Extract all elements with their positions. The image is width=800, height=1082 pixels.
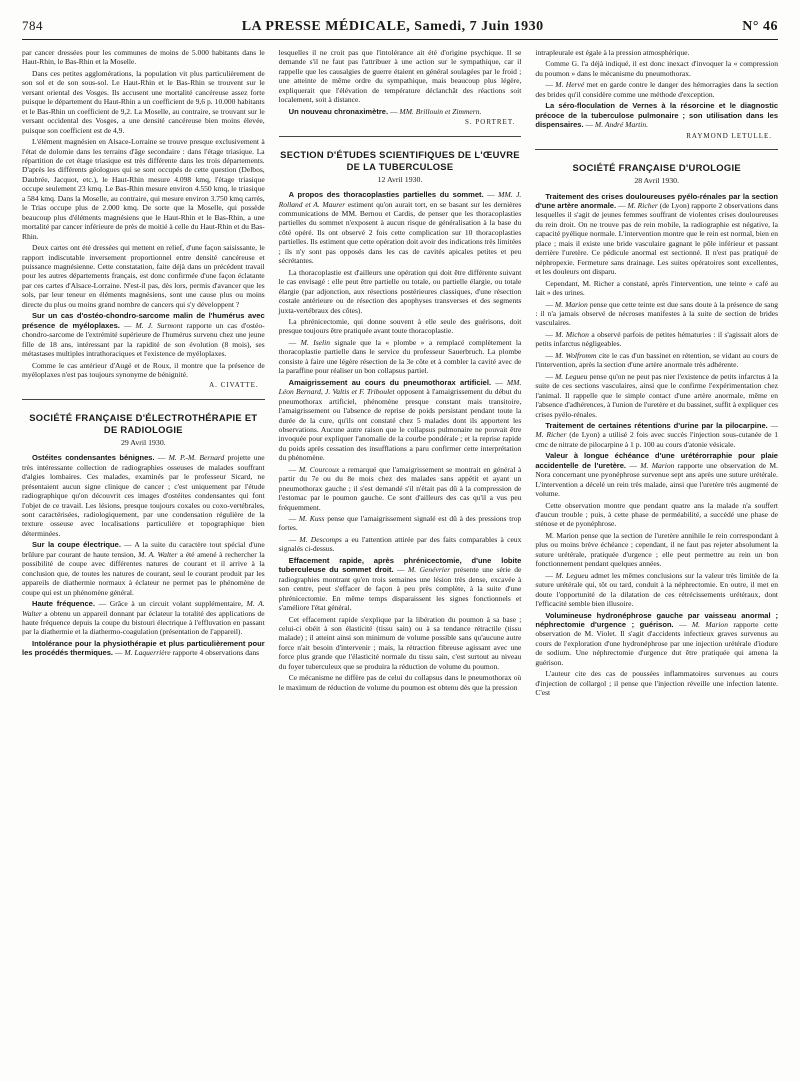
article-entry: Un nouveau chronaximètre. — MM. Brillouin et Zimmern.	[288, 106, 482, 116]
signature: S. PORTRET.	[465, 118, 516, 127]
section-date: 12 Avril 1930.	[377, 174, 423, 184]
article-text: projette une très intéressante collection de radiographies osseuses de malades souffrant d'algies lombaires. Ces malades, examinés par le professeur Sicard, ne présentaient aucun signe clinique de cancer ; c'est uniquement par l'étude radiographique qu'on découvrit ces images d'ostéites condensantes qui font l'objet de ce travail. Les lésions, presque toujours coxales ou coxo-vertébrales, sont caractérisées, radiologiquement, par une condensation régulière de la texture osseuse avec localisations particulière et topographique bien déterminées.	[22, 453, 265, 538]
article-text: rapporte cette observation de M. Violet. Il s'agit d'accidents infectieux graves survenus au cours de l'exploration d'une hydronéphrose par une injection urétérale d'iodure de sodium. Une néphrectomie d'urgence dut être pratiquée qui amena la guérison.	[535, 620, 778, 667]
article-entry: — M. Legueu admet les mêmes conclusions sur la valeur très limitée de la suture urétérale qui, tôt ou tard, conduit à la néphrectomie. En outre, il met en doute l'opportunité de la dilatation de ces rétrécissements urétéraux, dont l'efficacité semble bien illusoire.	[535, 570, 778, 609]
article-text: pense qu'on ne peut pas nier l'existence de petits infarctus à la suite de ces sections vasculaires, ainsi que le confirme l'expérimentation chez l'animal. Il rappelle que le simple contact d'une artère anormale, même en l'absence d'adhérences, à l'union de l'uretère et du bassinet, suffit à expliquer ces crises pyélo-rénales.	[535, 371, 778, 419]
article-text: met en garde contre le danger des hémorragies dans la section des brides qu'il considère comme une méthode d'exception.	[535, 80, 778, 99]
section-heading: SOCIÉTÉ FRANÇAISE D'ÉLECTROTHÉRAPIE ET DE RADIOLOGIE	[29, 411, 258, 435]
signature: RAYMOND LETULLE.	[686, 131, 773, 140]
article-entry: Amaigrissement au cours du pneumothorax artificiel. — MM. Léon Bernard, J. Valtis et F. Triboulet opposent à l'amaigrissement du début du pneumothorax artificiel, phénomène presque constant mais transitoire, l'amaigrissement ou l'absence de reprise de poids persistant pendant toute la durée de la cure, qu'ils ont constaté chez 5 malades dont ils apportent les observations. Aucune autre raison que le collapsus pulmonaire ne pouvait être invoquée pour expliquer l'anomalie de la courbe pondérale ; et la reprise rapide du poids après cessation des insufflations a paru confirmer cette interprétation du phénomène.	[278, 377, 522, 463]
article-text: (de Lyon) rapporte 2 observations dans lesquelles il s'agit de jeunes femmes souffrant de violentes crises douloureuses du rein droit. On ne trouve pas de rein mobile, la radiographie est négative, la capacité pyélique normale. L'intervention montre que le rein est normal, bien en place ; mais il existe une bride vasculaire gagnant le pôle inférieur et passant derrière l'uretère. Ce pédicule anormal est sectionné. Il n'est pas pratiqué de néphropexie. Fermeture sans drainage. Les suites opératoires sont excellentes, et les douleurs ont disparu.	[535, 200, 778, 277]
article-text: a observé parfois de petites hématuries : il s'agissait alors de petits infarctus négligeables.	[535, 329, 778, 349]
author: MM. J. Rolland et A. Maurer	[278, 190, 522, 209]
article-entry: — M. Hervé met en garde contre le danger des hémorragies dans la section des brides qu'il considère comme une méthode d'exception.	[535, 80, 778, 99]
column-1	[22, 48, 265, 1078]
article-entry: Intolérance pour la physiothérapie et plus particulièrement pour les procédés thermiques. — M. Laquerrière rapporte 4 observations dans	[22, 638, 265, 658]
paragraph: Deux cartes ont été dressées qui mettent en relief, d'une façon saisissante, le rapport indiscutable inversement proportionnel entre densité cancéreuse et puissance magnésienne. Cette constatation, faite déjà dans un précédent travail pour les autres départements français, est donc confirmée d'une façon éclatante par ces cartes d'Alsace-Lorraine. N'est-il pas, dès lors, permis d'avancer que les sols, par leur teneur en éléments magnésiens, sont une cause plus ou moins directe du plus ou moins grand nombre de cancers qui s'y développent ?	[22, 243, 265, 309]
article-title: Volumineuse hydronéphrose gauche par vaisseau anormal ; néphrectomie d'urgence ; guérison.	[535, 610, 778, 630]
author: MM. Léon Bernard, J. Valtis et F. Triboulet	[278, 377, 522, 397]
author: M. Hervé	[555, 80, 585, 90]
article-text: (de Lyon) a utilisé 2 fois avec succès l'injection sous-cutanée de 1 cmc de nitrate de pilocarpine à 1 p. 100 au cours d'atonie vésicale.	[535, 430, 778, 449]
article-text: rapporte une observation de M. Nora concernant une pyonéphrose survenue sept ans après une suture urétérale. L'intervention a décelé un rein très malade, ainsi que l'uretère très augmenté de volume.	[535, 460, 778, 499]
page-header	[22, 18, 778, 40]
article-text: présente une série de radiographies montrant qu'en trois semaines une lésion très dense, excavée à son centre, peut s'effacer de façon à peu près complète, à la suite d'une phrénicectomie. En même temps disparaissent les signes fonctionnels et s'améliore l'état général.	[278, 565, 522, 613]
article-entry: Traitement des crises douloureuses pyélo-rénales par la section d'une artère anormale. — M. Richer (de Lyon) rapporte 2 observations dans lesquelles il s'agit de jeunes femmes souffrant de violentes crises douloureuses du rein droit. On ne trouve pas de rein mobile, la radiographie est négative, la capacité pyélique normale. L'intervention montre que le rein est normal, bien en place ; mais il existe une bride vasculaire gagnant le pôle inférieur et passant derrière l'uretère. Ce pédicule anormal est sectionné. Il n'est pas pratiqué de néphropexie. Fermeture sans drainage. Les suites opératoires sont excellentes, et les douleurs ont disparu.	[535, 191, 778, 277]
author: M. P.-M. Bernard	[168, 453, 225, 463]
article-text: admet les mêmes conclusions sur la valeur très limitée de la suture urétérale qui, tôt ou tard, conduit à la néphrectomie. En outre, il met en doute l'opportunité de la dilatation de ces rétrécissements urétéraux, dont l'efficacité semble bien illusoire.	[535, 570, 778, 609]
article-text: opposent à l'amaigrissement du début du pneumothorax artificiel, phénomène presque constant mais transitoire, l'amaigrissement ou l'absence de reprise de poids persistant pendant toute la durée de la cure, qu'ils ont constaté chez 5 malades dont ils apportent les observations. Aucune autre raison que le collapsus pulmonaire ne pouvait être invoquée pour expliquer l'anomalie de la courbe pondérale ; et la reprise rapide du poids après cessation des insufflations a paru confirmer cette interprétation du phénomène.	[278, 387, 522, 463]
article-title: Sur la coupe électrique.	[32, 540, 121, 550]
article-title: Traitement des crises douloureuses pyélo-rénales par la section d'une artère anormale.	[535, 191, 778, 210]
article-entry: — M. Iselin signale que la « plombe » a remplacé complètement la thoracoplastie partielle dans le service du professeur Sauerbruch. La plombe consiste à faire une légère résection de la 3e côte et à combler la cavité avec de la paraffine pour réaliser un bon collapsus partiel.	[278, 337, 522, 376]
article-title: Amaigrissement au cours du pneumothorax artificiel.	[288, 377, 492, 387]
article-text: a remarqué que l'amaigrissement se montrait en général à partir du 7e ou du 8e mois chez des malades sans appétit et ayant un pneumothorax gauche ; il s'est demandé s'il n'était pas dû à la compression de l'estomac par le poumon gauche. Ce sont d'ailleurs des cas qu'il a vus peu fréquemment.	[278, 464, 522, 512]
article-title: Un nouveau chronaximètre.	[288, 106, 389, 116]
journal-title: LA PRESSE MÉDICALE, Samedi, 7 Juin 1930	[241, 19, 544, 34]
page-number: 784	[22, 18, 43, 33]
paragraph: Comme le cas antérieur d'Augé et de Roux, il montre que la présence de myéloplaxes n'est pas toujours synonyme de bénignité.	[22, 360, 265, 379]
section-heading: SOCIÉTÉ FRANÇAISE D'UROLOGIE	[572, 162, 741, 174]
article-entry: — M. Wolfromm cite le cas d'un bassinet en rétention, se vidant au cours de l'intervention, après la section d'une artère anormale très adhérente.	[535, 350, 778, 370]
article-text: estiment qu'on aurait tort, en se basant sur les dernières communications de MM. Bernou et Cardis, de penser que les thoracoplasties partielles du sommet n'exposent à aucun risque de généralisation à la base du côté opéré. Ils ont observé 2 fois cette complication sur 10 thoracoplasties partielles. Ils estiment que cette opération doit avoir des indications très limitées ; ils n'y sont pas opposés dans les cas de cavités apicales petites et peu sécrétantes.	[278, 199, 522, 266]
article-entry: Haute fréquence. — Grâce à un circuit volant supplémentaire, M. A. Walter a obtenu un appareil donnant par éclateur la totalité des applications de haute fréquence depuis la coupe du bistouri électrique à l'effluvation en passant par la diathermie et la diathermo-coagulation (présentation de l'appareil).	[22, 599, 265, 637]
paragraph: L'auteur cite des cas de poussées inflammatoires survenues au cours d'injection de collargol ; il pense que l'injection réveille une infection latente. C'est	[535, 669, 778, 698]
article-entry: — M. Marion pense que cette teinte est due sans doute à la présence de sang : il n'a jamais observé de nécroses manifestes à la suite de section de brides vasculaires.	[535, 299, 778, 328]
article-text: a eu l'attention attirée par des faits comparables à ceux signalés ci-dessus.	[278, 534, 522, 554]
article-text: pense que l'amaigrissement signalé est dû à des pressions trop fortes.	[278, 514, 522, 533]
signature: A. CIVATTE.	[209, 381, 259, 390]
article-title: Effacement rapide, après phrénicectomie, d'une lobite tuberculeuse du sommet droit.	[278, 555, 522, 575]
article-text: a obtenu un appareil donnant par éclateur la totalité des applications de haute fréquence depuis la coupe du bistouri électrique à l'effluvation en passant par la diathermie et la diathermo-coagulation (présentation de l'appareil).	[22, 608, 265, 637]
article-title: La séro-floculation de Vernes à la résorcine et le diagnostic précoce de la tuberculose pulmonaire ; son utilisation dans les dispensaires.	[535, 101, 778, 130]
paragraph: M. Marion pense que la section de l'uretère annihile le rein correspondant à plus ou moins brève échéance ; cependant, il ne faut pas rejeter absolument la suture urétérale, pratiquée d'urgence ; elle peut permettre au rein un bon fonctionnement pendant quelques années.	[535, 530, 778, 569]
article-entry: A propos des thoracoplasties partielles du sommet. — MM. J. Rolland et A. Maurer estiment qu'on aurait tort, en se basant sur les dernières communications de MM. Bernou et Cardis, de penser que les thoracoplasties partielles du sommet n'exposent à aucun risque de généralisation à la base du côté opéré. Ils ont observé 2 fois cette complication sur 10 thoracoplasties partielles. Ils estiment que cette opération doit avoir des indications très limitées ; ils n'y sont pas opposés dans les cas de cavités apicales petites et peu sécrétantes.	[278, 190, 522, 266]
paragraph: lesquelles il ne croit pas que l'intolérance ait été d'origine psychique. Il se demande s'il ne faut pas l'attribuer à une action sur le sympathique, car il rappelle que les causalgies de guerre étaient en général soulagées par le froid ; une atteinte de même ordre du sympathique, mais beaucoup plus légère, expliquerait que l'élévation de température déclanchât des réactions soit localement, soit à distance.	[278, 48, 522, 105]
author: M. Kuss	[298, 514, 325, 524]
article-entry: Volumineuse hydronéphrose gauche par vaisseau anormal ; néphrectomie d'urgence ; guérison. — M. Marion rapporte cette observation de M. Violet. Il s'agit d'accidents infectieux graves survenus au cours de l'exploration d'une hydronéphrose par une injection urétérale d'iodure de sodium. Une néphrectomie d'urgence dut être pratiquée qui amena la guérison.	[535, 610, 778, 667]
paragraph: Comme G. l'a déjà indiqué, il est donc inexact d'invoquer la « compression du poumon » dans le mécanisme du pneumothorax.	[535, 59, 778, 78]
article-entry: Ostéites condensantes bénignes. — M. P.-M. Bernard projette une très intéressante collection de radiographies osseuses de malades souffrant d'algies lombaires. Ces malades, examinés par le professeur Sicard, ne présentaient aucun signe clinique de cancer ; c'est uniquement par l'étude radiographique qu'on découvrit ces images d'ostéites condensantes qui font l'objet de ce travail. Les lésions, presque toujours coxales ou coxo-vertébrales, sont caractérisées, radiologiquement, par une condensation régulière de la texture osseuse avec localisations particulière et topographique bien déterminées.	[22, 453, 265, 538]
article-text: rapporte un cas d'ostéo-chondro-sarcome de l'extrémité supérieure de l'humérus survenu chez une jeune fille de 18 ans, intéressant par la rapidité de son évolution (8 mois), ses métastases multiples intrathoraciques et l'existence de myéloplaxes.	[22, 320, 265, 359]
section-date: 28 Avril 1930.	[634, 176, 680, 186]
paragraph: Dans ces petites agglomérations, la population vit plus particulièrement de son sol et de son sous-sol. Le Haut-Rhin et le Bas-Rhin se trouvent sur le versant oriental des Vosges. Ils accusent une mortalité cancéreuse assez forte puisque le département du Haut-Rhin a un coefficient de 9,6 p. 10.000 habitants et le Bas-Rhin un coefficient de 9,2. La Moselle, au contraire, se trouvant sur le versant occidental des Vosges, a une densité cancéreuse bien moins élevée, puisque son coefficient est de 4,9.	[22, 68, 265, 135]
article-title: Traitement de certaines rétentions d'urine par la pilocarpine.	[545, 420, 768, 430]
author: M. Legueu	[555, 570, 589, 580]
author: M. Iselin	[300, 337, 331, 347]
article-text: Grâce à un circuit volant supplémentaire,	[109, 599, 243, 609]
author: M. A. Walter	[22, 599, 265, 618]
column-3	[535, 48, 778, 1078]
author: M. Descomps	[299, 534, 342, 544]
article-text: a été amené à rechercher la possibilité de coupe avec différentes natures de courant et il arrive à la conclusion que, de toutes les natures de courant, seul le courant produit par les appareils de diathermie normaux à éclateur ne permet pas le phénomène de coupe qui est un phénomène général.	[22, 549, 265, 597]
author: M. Michon	[555, 329, 589, 339]
article-entry: Valeur à longue échéance d'une urétérorraphie pour plaie accidentelle de l'uretère. — M. Marion rapporte une observation de M. Nora concernant une pyonéphrose survenue sept ans après une suture urétérale. L'intervention a décelé un rein très malade, ainsi que l'uretère très augmenté de volume.	[535, 451, 778, 499]
article-entry: — M. Descomps a eu l'attention attirée par des faits comparables à ceux signalés ci-dessus.	[278, 534, 522, 554]
author: M. Marion	[640, 460, 675, 470]
article-entry: Sur un cas d'ostéo-chondro-sarcome malin de l'humérus avec présence de myéloplaxes. — M. J. Surmont rapporte un cas d'ostéo-chondro-sarcome de l'extrémité supérieure de l'humérus survenu chez une jeune fille de 18 ans, intéressant par la rapidité de son évolution (8 mois), ses métastases multiples intrathoraciques et l'existence de myéloplaxes.	[22, 311, 265, 359]
article-title: Sur un cas d'ostéo-chondro-sarcome malin de l'humérus avec présence de myéloplaxes.	[22, 311, 265, 330]
author: M. Courcoux	[298, 464, 340, 474]
author: M. Marion	[554, 299, 588, 309]
author: M. Marion	[691, 620, 728, 630]
article-title: Ostéites condensantes bénignes.	[32, 453, 155, 463]
article-entry: Effacement rapide, après phrénicectomie, d'une lobite tuberculeuse du sommet droit. — M. Genévrier présente une série de radiographies montrant qu'en trois semaines une lésion très dense, excavée à son centre, peut s'effacer de façon à peu près complète, à la suite d'une phrénicectomie. En même temps disparaissent les signes fonctionnels et s'améliore l'état général.	[278, 555, 522, 613]
article-title: Haute fréquence.	[32, 599, 95, 609]
column-2	[279, 48, 522, 1078]
author: M. Legueu	[554, 371, 588, 381]
article-text: cite le cas d'un bassinet en rétention, se vidant au cours de l'intervention, après la section d'une artère anormale très adhérente.	[535, 350, 778, 370]
article-entry: — M. Kuss pense que l'amaigrissement signalé est dû à des pressions trop fortes.	[278, 514, 522, 533]
divider	[535, 149, 778, 150]
article-text: pense que cette teinte est due sans doute à la présence de sang : il n'a jamais observé de nécroses manifestes à la suite de section de brides vasculaires.	[535, 299, 778, 328]
paragraph: Cette observation montre que pendant quatre ans la malade n'a souffert d'aucun trouble ; puis, à cette phase de perméabilité, a succédé une phase de sténose et de pyonéphrose.	[535, 500, 778, 529]
divider	[22, 399, 265, 400]
author: M. Wolfromm	[555, 350, 597, 360]
paragraph: Cependant, M. Richer a constaté, après l'intervention, une teinte « café au lait » des urines.	[535, 278, 778, 298]
author: M. Laquerrière	[124, 648, 171, 658]
author: M. A. Walter	[138, 549, 178, 559]
article-text: rapporte 4 observations dans	[172, 648, 260, 658]
article-entry: — M. Legueu pense qu'on ne peut pas nier l'existence de petits infarctus à la suite de ces sections vasculaires, ainsi que le confirme l'expérimentation chez l'animal. Il rappelle que le simple contact d'une artère anormale, même en l'absence d'adhérences, à l'union de l'uretère et du bassinet, suffit à expliquer ces crises pyélo-rénales.	[535, 371, 778, 419]
article-title: Valeur à longue échéance d'une urétérorraphie pour plaie accidentelle de l'uretère.	[535, 451, 778, 470]
paragraph: La thoracoplastie est d'ailleurs une opération qui doit être différente suivant le cas envisagé : elle peut être partielle ou totale, ou partielle élargie, ou totale élargie (par adjonction, aux résections postérieures classiques, d'une résection costale antérieure ou de résection des apophyses transverses et des segments juxta-vertébraux des côtes).	[278, 267, 522, 315]
paragraph: Ce mécanisme ne diffère pas de celui du collapsus dans le pneumothorax où le maximum de réduction de volume du poumon est obtenu dès que la pression	[278, 673, 522, 692]
article-entry: — M. Courcoux a remarqué que l'amaigrissement se montrait en général à partir du 7e ou du 8e mois chez des malades sans appétit et ayant un pneumothorax gauche ; il s'est demandé s'il n'était pas dû à la compression de l'estomac par le poumon gauche. Ce sont d'ailleurs des cas qu'il a vus peu fréquemment.	[278, 464, 522, 512]
article-entry: Sur la coupe électrique. — A la suite du caractère tout spécial d'une brûlure par courant de haute tension, M. A. Walter a été amené à rechercher la possibilité de coupe avec différentes natures de courant et il arrive à la conclusion que, de toutes les natures de courant, seul le courant produit par les appareils de diathermie normaux à éclateur ne permet pas le phénomène de coupe qui est un phénomène général.	[22, 540, 265, 597]
article-title: A propos des thoracoplasties partielles du sommet.	[288, 190, 484, 200]
author: M. Richer	[627, 200, 658, 210]
article-text: signale que la « plombe » a remplacé complètement la thoracoplastie partielle dans le service du professeur Sauerbruch. La plombe consiste à faire une légère résection de la 3e côte et à combler la cavité avec de la paraffine pour réaliser un bon collapsus partiel.	[278, 337, 522, 376]
article-text: A la suite du caractère tout spécial d'une brûlure par courant de haute tension,	[22, 540, 265, 559]
article-title: Intolérance pour la physiothérapie et plus particulièrement pour les procédés thermiques.	[22, 638, 265, 658]
columns	[22, 48, 778, 1078]
paragraph: La phrénicectomie, qui donne souvent à elle seule des guérisons, doit presque toujours être pratiquée avant toute thoracoplastie.	[278, 316, 522, 336]
paragraph: Cet effacement rapide s'explique par la libération du poumon à sa base ; celui-ci obéit à son élasticité (tissu sain) ou à sa tendance rétractile (tissu malade) ; il atteint ainsi son minimum de volume possible sans qu'aucune autre force n'ait besoin d'intervenir ; mais, la rétraction fibreuse agissant avec une force plus grande que l'élasticité normale du tissu sain, c'est surtout au niveau du foyer tuberculeux que se produira la réduction de volume du poumon.	[278, 614, 522, 671]
article-entry: Traitement de certaines rétentions d'urine par la pilocarpine. — M. Richer (de Lyon) a utilisé 2 fois avec succès l'injection sous-cutanée de 1 cmc de nitrate de pilocarpine à 1 p. 100 au cours d'atonie vésicale.	[535, 420, 778, 449]
author: M. André Martin.	[594, 120, 649, 130]
article-entry: La séro-floculation de Vernes à la résorcine et le diagnostic précoce de la tuberculose pulmonaire ; son utilisation dans les dispensaires. — M. André Martin.	[535, 101, 778, 130]
section-heading: SECTION D'ÉTUDES SCIENTIFIQUES DE L'ŒUVRE DE LA TUBERCULOSE	[280, 148, 520, 172]
author: MM. Brillouin et Zimmern.	[399, 106, 482, 116]
paragraph: intrapleurale est égale à la pression atmosphérique.	[535, 48, 690, 57]
article-entry: — M. Michon a observé parfois de petites hématuries : il s'agissait alors de petits infarctus négligeables.	[535, 329, 778, 349]
author: M. Genévrier	[408, 565, 451, 575]
author: M. J. Surmont	[135, 320, 183, 330]
paragraph: par cancer dressées pour les communes de moins de 5.000 habitants dans le Haut-Rhin, le Bas-Rhin et la Moselle.	[22, 48, 265, 67]
author: M. Richer	[535, 430, 567, 440]
section-date: 29 Avril 1930.	[120, 437, 166, 447]
issue-number: N° 46	[742, 19, 778, 34]
paragraph: L'élément magnésien en Alsace-Lorraine se trouve presque exclusivement à l'état de dolomie dans les terrains d'âge secondaire : dans l'étage triasique. La répartition de cet étage triasique est très différente dans les trois départements. D'après les différents géologues qui se sont occupés de cette question (Delbos, Daubrée, Jacquot, etc.), le Haut-Rhin mesure 4.098 kmq, l'étage triasique occupe seulement 23 kmq. Le Bas-Rhin mesure environ 4.550 kmq, le triasique a 584 kmq. Dans la Moselle, au contraire, qui mesure environ 3.750 kmq carrés, le Trias occupe plus de 2.000 kmq. De sorte que la Moselle, qui possède beaucoup plus d'éléments magnésiens que le Haut-Rhin et le Bas-Rhin, a une mortalité par cancer inférieure de près de moitié à celle du Haut-Rhin et du Bas-Rhin.	[22, 137, 265, 241]
divider	[279, 136, 522, 137]
